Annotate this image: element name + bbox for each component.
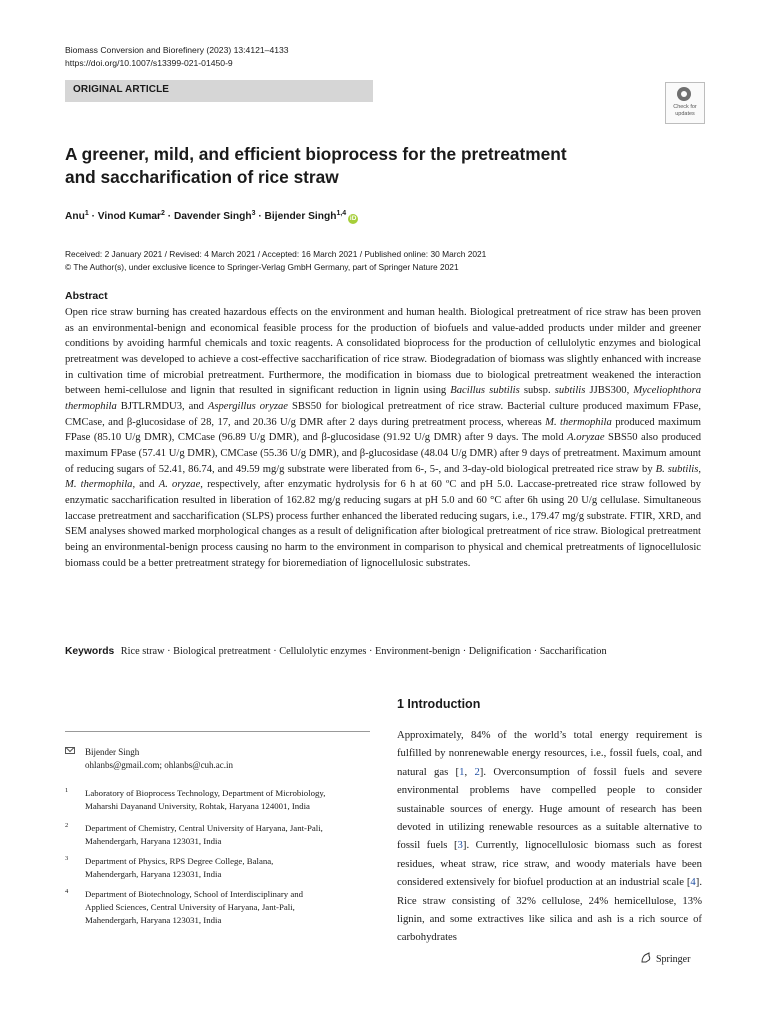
abstract-text: produced maximum FPase (85.10 U/g DMR), CMCase (96.89 U/g DMR), and β-glucosidase (91.92 U/g DMR) after 9 days. The mold bbox=[65, 416, 701, 444]
author-name[interactable]: Bijender Singh bbox=[264, 211, 337, 222]
affiliation-number: 2 bbox=[65, 822, 69, 829]
author-separator: · bbox=[91, 211, 98, 222]
affiliation-number: 1 bbox=[65, 787, 69, 794]
author-affiliation-ref: 1 bbox=[84, 210, 89, 217]
corresponding-author-name: Bijender Singh bbox=[85, 747, 140, 757]
abstract-text: , respectively, after enzymatic hydrolysis for 6 h at 60 ºC and pH 5.0. Laccase-pretreated rice straw followed by enzymatic saccharification resulted in liberation of 162.82 mg/g reducing sugars at pH 5.0 and 60 °C after 6h using 20 U/g cellulase. Simultaneous laccase pretreatment and saccharification (SLPS) process further enhanced the liberated reducing sugars, i.e., 179.47 mg/g substrate. FTIR, XRD, and SEM analyses showed marked morphological changes as a result of delignification after biological pretreatment of rice straw. Biological pretreatment being an environmental-benign process causing no harm to the environment in comparison to physical and chemical pretreatments of lignocellulosic biomass could be a better pretreatment strategy for bioremediation of lignocellulosic substrates. bbox=[65, 479, 701, 569]
introduction-body bbox=[397, 726, 702, 947]
journal-header bbox=[65, 44, 289, 70]
abstract-body bbox=[65, 305, 701, 571]
introduction-text: , bbox=[464, 765, 475, 778]
keywords-list: Rice straw · Biological pretreatment · Cellulolytic enzymes · Environment-benign · Delignification · Saccharification bbox=[120, 646, 607, 657]
author-affiliation-ref: 3 bbox=[251, 210, 256, 217]
publication-dates: Received: 2 January 2021 / Revised: 4 March 2021 / Accepted: 16 March 2021 / Published online: 30 March 2021 bbox=[65, 249, 487, 259]
springer-horse-icon bbox=[640, 952, 652, 964]
affiliation-line: Laboratory of Bioprocess Technology, Department of Microbiology, bbox=[85, 788, 326, 798]
affiliation-line: Mahendergarh, Haryana 123031, India bbox=[85, 869, 222, 879]
affiliation-line: Applied Sciences, Central University of Haryana, Jant-Pali, bbox=[85, 902, 295, 912]
copyright-notice: © The Author(s), under exclusive licence to Springer-Verlag GmbH Germany, part of Springer Nature 2021 bbox=[65, 262, 459, 272]
abstract-text: BJTLRMDU3, and bbox=[116, 400, 208, 412]
abstract-text: JJBS300, bbox=[585, 385, 634, 397]
citation-link[interactable]: 1 bbox=[459, 765, 465, 778]
envelope-icon bbox=[65, 747, 75, 754]
keywords-line bbox=[65, 645, 725, 659]
article-type-banner bbox=[65, 80, 373, 102]
check-for-updates-badge[interactable] bbox=[665, 82, 705, 124]
abstract-italic-term: subtilis bbox=[554, 385, 586, 397]
citation-link[interactable]: 2 bbox=[474, 765, 480, 778]
author-name[interactable]: Anu bbox=[65, 211, 85, 222]
affiliation-line: Mahendergarh, Haryana 123031, India bbox=[85, 836, 222, 846]
abstract-italic-term: B. subtilis bbox=[655, 463, 699, 475]
affiliation-line: Maharshi Dayanand University, Rohtak, Haryana 124001, India bbox=[85, 801, 310, 811]
abstract-italic-term: Bacillus subtilis bbox=[450, 385, 520, 397]
abstract-italic-term: Aspergillus oryzae bbox=[207, 400, 288, 412]
abstract-text: , and bbox=[132, 479, 159, 491]
section-heading-introduction: 1 Introduction bbox=[397, 697, 481, 711]
crossmark-icon bbox=[677, 87, 691, 101]
abstract-italic-term: M. thermophila bbox=[545, 416, 612, 428]
introduction-text: Approximately, 84% of the world’s total energy requirement is fulfilled by nonrenewable energy resources, i.e., fossil fuels, coal, and natural gas [ bbox=[397, 729, 702, 778]
abstract-text: subsp. bbox=[519, 385, 555, 397]
introduction-text: ]. Currently, lignocellulosic biomass such as forest residues, wheat straw, rice straw, and woody materials have been considered extensively for biofuel production at an industrial scale [ bbox=[397, 839, 702, 889]
footnote-divider bbox=[65, 731, 370, 732]
title-line: A greener, mild, and efficient bioprocess for the pretreatment bbox=[65, 144, 567, 164]
introduction-text: ]. Overconsumption of fossil fuels and severe environmental problems have compelled people to consider sustainable sources of energy. Huge amount of research has been devoted in utilizing renewable resources as a suitable alternative to fossil fuels [ bbox=[397, 765, 703, 852]
author-name[interactable]: Vinod Kumar bbox=[97, 211, 162, 222]
affiliation-line: Department of Chemistry, Central University of Haryana, Jant-Pali, bbox=[85, 823, 323, 833]
author-name[interactable]: Davender Singh bbox=[174, 211, 252, 222]
crossmark-label: Check for updates bbox=[673, 104, 697, 117]
abstract-italic-term: A.oryzae bbox=[567, 432, 605, 444]
publisher-logo bbox=[640, 952, 690, 967]
title-line: and saccharification of rice straw bbox=[65, 167, 339, 187]
citation-link[interactable]: 4 bbox=[690, 876, 696, 889]
author-separator: · bbox=[167, 211, 174, 222]
article-title bbox=[65, 143, 625, 189]
author-affiliation-ref: 2 bbox=[161, 210, 165, 217]
corresponding-author-emails[interactable]: ohlanbs@gmail.com; ohlanbs@cuh.ac.in bbox=[85, 760, 234, 770]
abstract-italic-term: A. oryzae bbox=[158, 479, 201, 491]
keywords-label: Keywords bbox=[65, 646, 115, 657]
article-type-label: ORIGINAL ARTICLE bbox=[73, 84, 170, 95]
abstract-italic-term: Myceliophthora thermophila bbox=[65, 385, 702, 412]
affiliation-line: Department of Biotechnology, School of Interdisciplinary and bbox=[85, 889, 304, 899]
introduction-text: ]. Rice straw consisting of 32% cellulose, 24% hemicellulose, 13% lignin, and some extractives like silica and ash is a rich source of carbohydrates bbox=[397, 876, 702, 944]
author-affiliation-ref: 1,4 bbox=[336, 210, 347, 217]
author-list bbox=[65, 207, 358, 224]
abstract-text: , bbox=[698, 463, 701, 475]
abstract-italic-term: M. thermophila bbox=[65, 479, 133, 491]
doi-link[interactable]: https://doi.org/10.1007/s13399-021-01450-9 bbox=[65, 58, 233, 68]
affiliation-number: 4 bbox=[65, 888, 69, 895]
abstract-heading: Abstract bbox=[65, 290, 108, 302]
affiliation-line: Department of Physics, RPS Degree College, Balana, bbox=[85, 856, 274, 866]
abstract-text: Open rice straw burning has created hazardous effects on the environment and human health. Biological pretreatment of rice straw has been proven as an environmental-benign and economical feasible process for the production of biofuels and value-added products under milder and greener conditions by avoiding harmful chemicals and toxic reagents. A consolidated bioprocess for the production of cellulolytic enzymes and biological pretreatment was developed to achieve a cost-effective saccharification of rice straw. Biodegradation of biomass was slightly enhanced with increase in cultivation time of microbial pretreatment. Furthermore, the modification in biomass due to biological pretreatment weakened the interaction between hemi-cellulose and lignin that resulted in significant reduction in lignin using bbox=[65, 307, 701, 397]
orcid-icon[interactable]: iD bbox=[349, 215, 357, 222]
affiliation-line: Mahendergarh, Haryana 123031, India bbox=[85, 915, 222, 925]
journal-citation: Biomass Conversion and Biorefinery (2023) 13:4121–4133 bbox=[65, 45, 289, 55]
publisher-name: Springer bbox=[656, 954, 691, 965]
citation-link[interactable]: 3 bbox=[457, 839, 463, 852]
abstract-text: SBS50 for biological pretreatment of rice straw. Bacterial culture produced maximum FPase, CMCase, and β-glucosidase of 28, 17, and 20.36 U/g DMR after 2 days during pretreatment process, whereas bbox=[65, 400, 701, 428]
affiliation-number: 3 bbox=[65, 855, 69, 862]
abstract-text: SBS50 also produced maximum FPase (57.41 U/g DMR), CMCase (55.36 U/g DMR), and β-glucosidase (48.04 U/g DMR) after 9 days of pretreatment. Maximum amount of reducing sugars of 52.41, 86.74, and 49.59 mg/g substrate were liberated from 6-, 5-, and 3-day-old biological pretreated rice straw by bbox=[65, 432, 701, 475]
author-separator: · bbox=[258, 211, 265, 222]
